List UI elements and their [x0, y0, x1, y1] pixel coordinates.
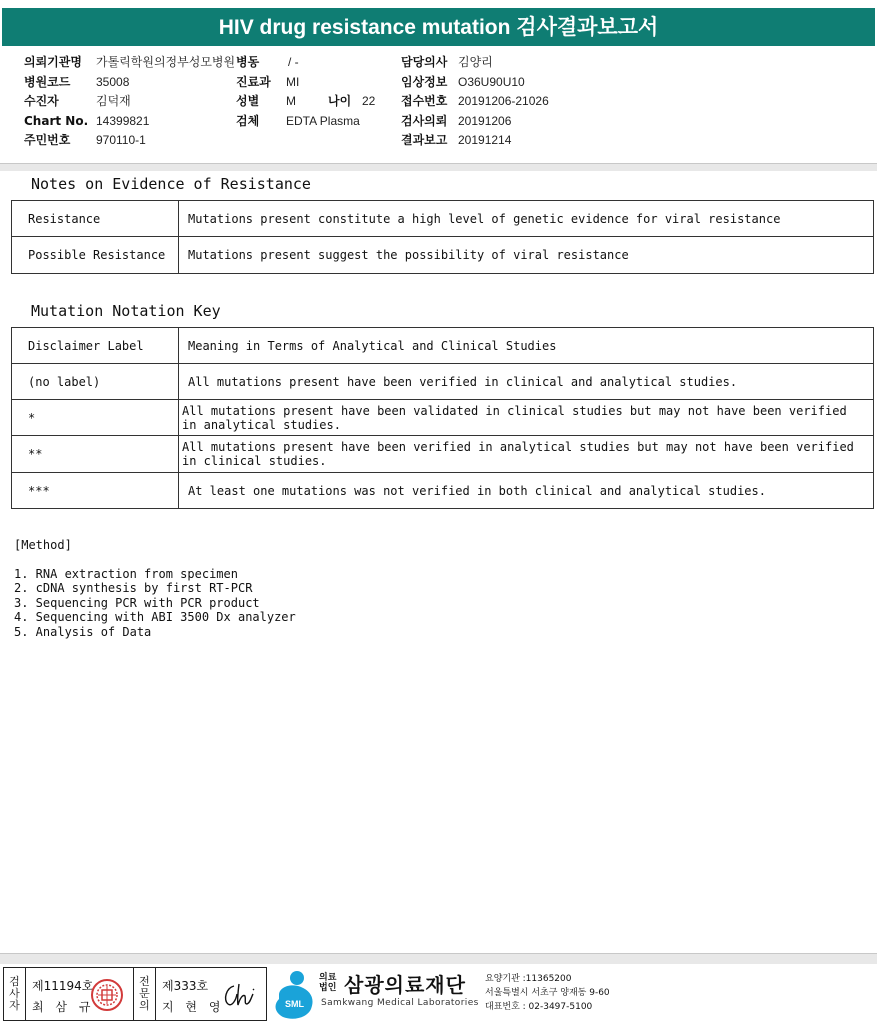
key-label-cell: Disclaimer Label	[12, 328, 179, 364]
key-label-cell: ***	[12, 473, 179, 509]
doctor-label-char: 전	[139, 975, 150, 988]
method-heading: [Method]	[14, 538, 72, 552]
key-text-cell: At least one mutations was not verified in both clinical and analytical studies.	[179, 473, 874, 509]
table-row	[12, 436, 874, 473]
doctor-label-char: 의	[139, 999, 150, 1012]
key-text-cell: All mutations present have been verified in clinical and analytical studies.	[179, 364, 874, 400]
org-contact-info	[485, 972, 610, 1014]
method-section	[14, 538, 296, 639]
ward-label: 병동	[236, 55, 260, 69]
institution-value: 가톨릭학원의정부성모병원	[96, 55, 236, 69]
org-name-en: Samkwang Medical Laboratories	[321, 998, 479, 1008]
table-row	[12, 237, 874, 274]
org-name: 삼광의료재단	[344, 973, 466, 997]
doctor-name: 지 현 영	[162, 1000, 225, 1014]
specimen-label: 검체	[236, 113, 260, 128]
report-title: HIV drug resistance mutation 검사결과보고서	[2, 8, 875, 46]
footer-divider	[0, 953, 877, 964]
sex-label: 성별	[236, 94, 260, 108]
method-step: 2. cDNA synthesis by first RT-PCR	[14, 581, 253, 595]
org-info-line: 서울특별시 서초구 양재동 9-60	[485, 988, 610, 998]
report-date-value: 20191214	[458, 133, 512, 147]
table-row	[12, 364, 874, 400]
hospital-code-label: 병원코드	[24, 74, 71, 89]
org-info-line: 요양기관 :11365200	[485, 974, 572, 984]
signature-icon	[220, 980, 260, 1010]
chart-no-label: Chart No.	[24, 113, 89, 128]
key-heading: Mutation Notation Key	[31, 302, 221, 320]
clinical-info-value: O36U90U10	[458, 74, 525, 89]
doctor-label: 담당의사	[401, 55, 448, 69]
org-info-line: 대표번호 : 02-3497-5100	[485, 1002, 593, 1012]
examiner-label	[4, 968, 26, 1020]
patient-info-col2	[236, 53, 375, 131]
signature-box	[3, 967, 267, 1021]
examiner-license-no: 제11194호	[32, 979, 94, 993]
doctor-license-no: 제333호	[162, 979, 209, 993]
patient-info-col1	[24, 53, 235, 151]
key-text-cell: Meaning in Terms of Analytical and Clinical Studies	[179, 328, 874, 364]
clinical-info-label: 임상정보	[401, 74, 448, 89]
org-type	[319, 973, 336, 993]
logo-text: SML	[285, 999, 304, 1009]
method-step: 5. Analysis of Data	[14, 624, 152, 639]
request-date-value: 20191206	[458, 113, 512, 128]
department-value: MI	[286, 74, 300, 89]
doctor-value: 김양리	[458, 55, 493, 69]
header-divider	[0, 163, 877, 171]
table-row	[12, 201, 874, 237]
sex-value: M	[286, 94, 296, 108]
examiner-label-char: 자	[9, 999, 20, 1012]
notes-label-cell: Possible Resistance	[12, 237, 179, 274]
hospital-code-value: 35008	[96, 74, 130, 89]
key-label-cell: **	[12, 436, 179, 473]
examiner-label-char: 사	[9, 987, 20, 1000]
sml-logo-icon	[271, 969, 317, 1021]
examiner-name: 최 삼 규	[32, 1000, 95, 1014]
notes-text-cell: Mutations present constitute a high level of genetic evidence for viral resistance	[179, 201, 874, 237]
examiner-label-char: 검	[9, 975, 20, 988]
chart-no-value: 14399821	[96, 113, 150, 128]
key-label-cell: (no label)	[12, 364, 179, 400]
age-value: 22	[362, 94, 376, 108]
resident-no-label: 주민번호	[24, 133, 71, 147]
department-label: 진료과	[236, 74, 271, 89]
doctor-label	[134, 968, 156, 1020]
seal-icon	[90, 978, 124, 1012]
request-date-label: 검사의뢰	[401, 113, 448, 128]
table-row	[12, 400, 874, 436]
examiner-signer	[26, 968, 134, 1020]
method-step: 3. Sequencing PCR with PCR product	[14, 595, 260, 610]
doctor-label-char: 문	[139, 987, 150, 1000]
receipt-no-label: 접수번호	[401, 94, 448, 108]
method-step: 1. RNA extraction from specimen	[14, 566, 238, 581]
notes-heading: Notes on Evidence of Resistance	[31, 175, 311, 193]
resident-no-value: 970110-1	[96, 133, 146, 147]
notes-label-cell: Resistance	[12, 201, 179, 237]
patient-name-value: 김덕재	[96, 94, 131, 108]
notes-table	[11, 200, 874, 274]
key-table	[11, 327, 874, 509]
institution-label: 의뢰기관명	[24, 55, 82, 69]
org-type-line: 법인	[319, 983, 337, 993]
ward-value: / -	[288, 55, 299, 69]
table-row	[12, 473, 874, 509]
method-step: 4. Sequencing with ABI 3500 Dx analyzer	[14, 610, 296, 624]
report-date-label: 결과보고	[401, 133, 448, 147]
key-label-cell: *	[12, 400, 179, 436]
doctor-signer	[156, 968, 266, 1020]
key-text-cell: All mutations present have been verified in analytical studies but may not have been verified in clinical studies.	[179, 436, 874, 473]
table-row	[12, 328, 874, 364]
notes-text-cell: Mutations present suggest the possibility of viral resistance	[179, 237, 874, 274]
age-label: 나이	[328, 94, 352, 108]
org-type-line: 의료	[319, 973, 337, 983]
receipt-no-value: 20191206-21026	[458, 94, 549, 108]
key-text-cell: All mutations present have been validated in clinical studies but may not have been verified in analytical studies.	[179, 400, 874, 436]
specimen-value: EDTA Plasma	[286, 113, 360, 128]
patient-info-col3	[401, 53, 549, 151]
patient-name-label: 수진자	[24, 94, 59, 108]
